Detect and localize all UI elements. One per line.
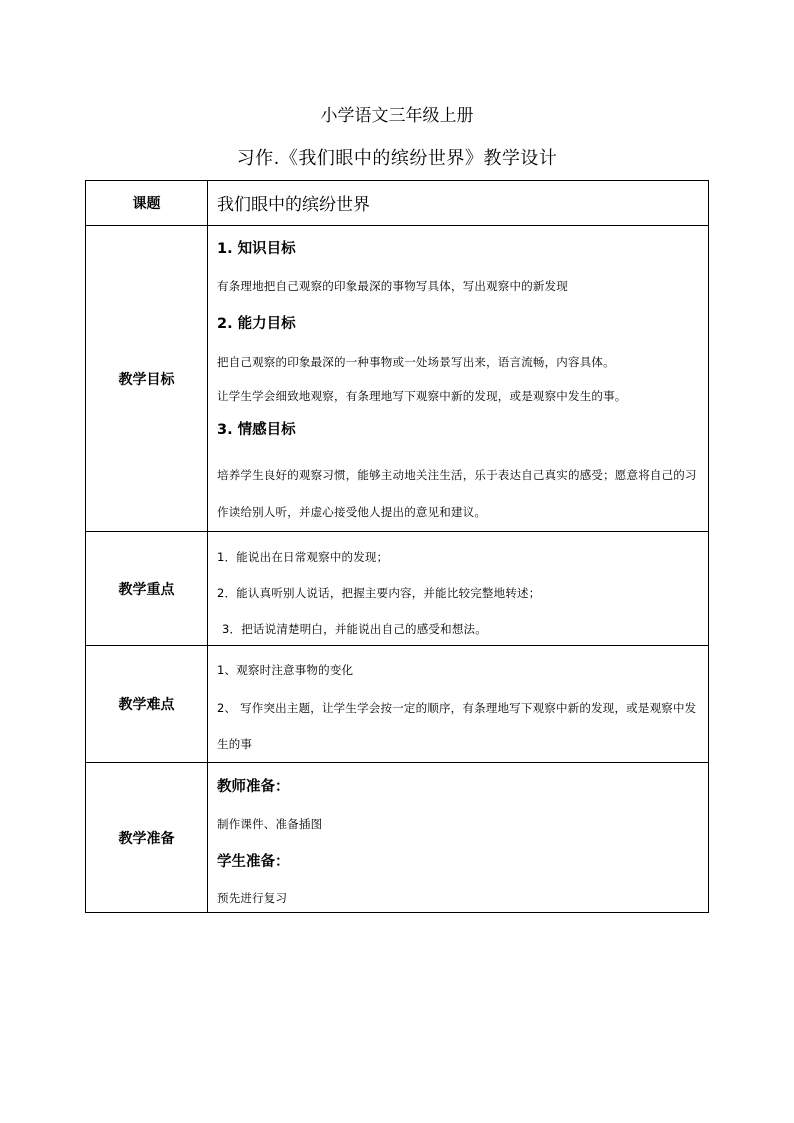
goal-heading-emotion: 3. 情感目标 xyxy=(217,422,296,438)
goal-emotion-text: 培养学生良好的观察习惯，能够主动地关注生活，乐于表达自己真实的感受；愿意将自己的习作读给别人听，并虚心接受他人提出的意见和建议。 xyxy=(217,468,697,519)
key-point-1: 1．能说出在日常观察中的发现； xyxy=(217,550,389,564)
goals-cell xyxy=(208,226,709,532)
lesson-plan-table xyxy=(85,180,709,913)
row-label-preparation: 教学准备 xyxy=(86,763,208,913)
student-prep-heading: 学生准备： xyxy=(217,854,290,870)
table-row xyxy=(86,226,709,532)
table-row xyxy=(86,181,709,226)
table-row xyxy=(86,532,709,646)
teacher-prep-text: 制作课件、准备插图 xyxy=(217,817,323,831)
difficulty-2: 2、 写作突出主题，让学生学会按一定的顺序，有条理地写下观察中新的发现，或是观察中发生的事 xyxy=(217,701,697,751)
goal-heading-ability: 2. 能力目标 xyxy=(217,316,296,332)
goal-heading-knowledge: 1. 知识目标 xyxy=(217,241,296,257)
difficulty-1: 1、观察时注意事物的变化 xyxy=(217,663,354,677)
key-point-3: 3．把话说清楚明白，并能说出自己的感受和想法。 xyxy=(222,622,487,636)
document-subtitle: 小学语文三年级上册 xyxy=(320,106,474,126)
row-label-goals: 教学目标 xyxy=(86,226,208,532)
goal-ability-text-2: 让学生学会细致地观察，有条理地写下观察中新的发现，或是观察中发生的事。 xyxy=(217,389,627,403)
preparation-cell xyxy=(208,763,709,913)
table-row xyxy=(86,646,709,763)
goal-knowledge-text: 有条理地把自己观察的印象最深的事物写具体，写出观察中的新发现 xyxy=(217,279,568,293)
row-label-difficulties: 教学难点 xyxy=(86,646,208,763)
key-points-cell xyxy=(208,532,709,646)
document-title: 习作.《我们眼中的缤纷世界》教学设计 xyxy=(236,148,558,169)
table-row xyxy=(86,763,709,913)
row-label-key-points: 教学重点 xyxy=(86,532,208,646)
key-point-2: 2．能认真听别人说话，把握主要内容，并能比较完整地转述； xyxy=(217,586,541,600)
row-label-topic: 课题 xyxy=(86,181,208,226)
difficulties-cell xyxy=(208,646,709,763)
goal-ability-text-1: 把自己观察的印象最深的一种事物或一处场景写出来，语言流畅，内容具体。 xyxy=(217,355,615,369)
teacher-prep-heading: 教师准备： xyxy=(217,779,290,795)
student-prep-text: 预先进行复习 xyxy=(217,891,288,905)
topic-cell xyxy=(208,181,709,226)
topic-value: 我们眼中的缤纷世界 xyxy=(217,195,370,215)
